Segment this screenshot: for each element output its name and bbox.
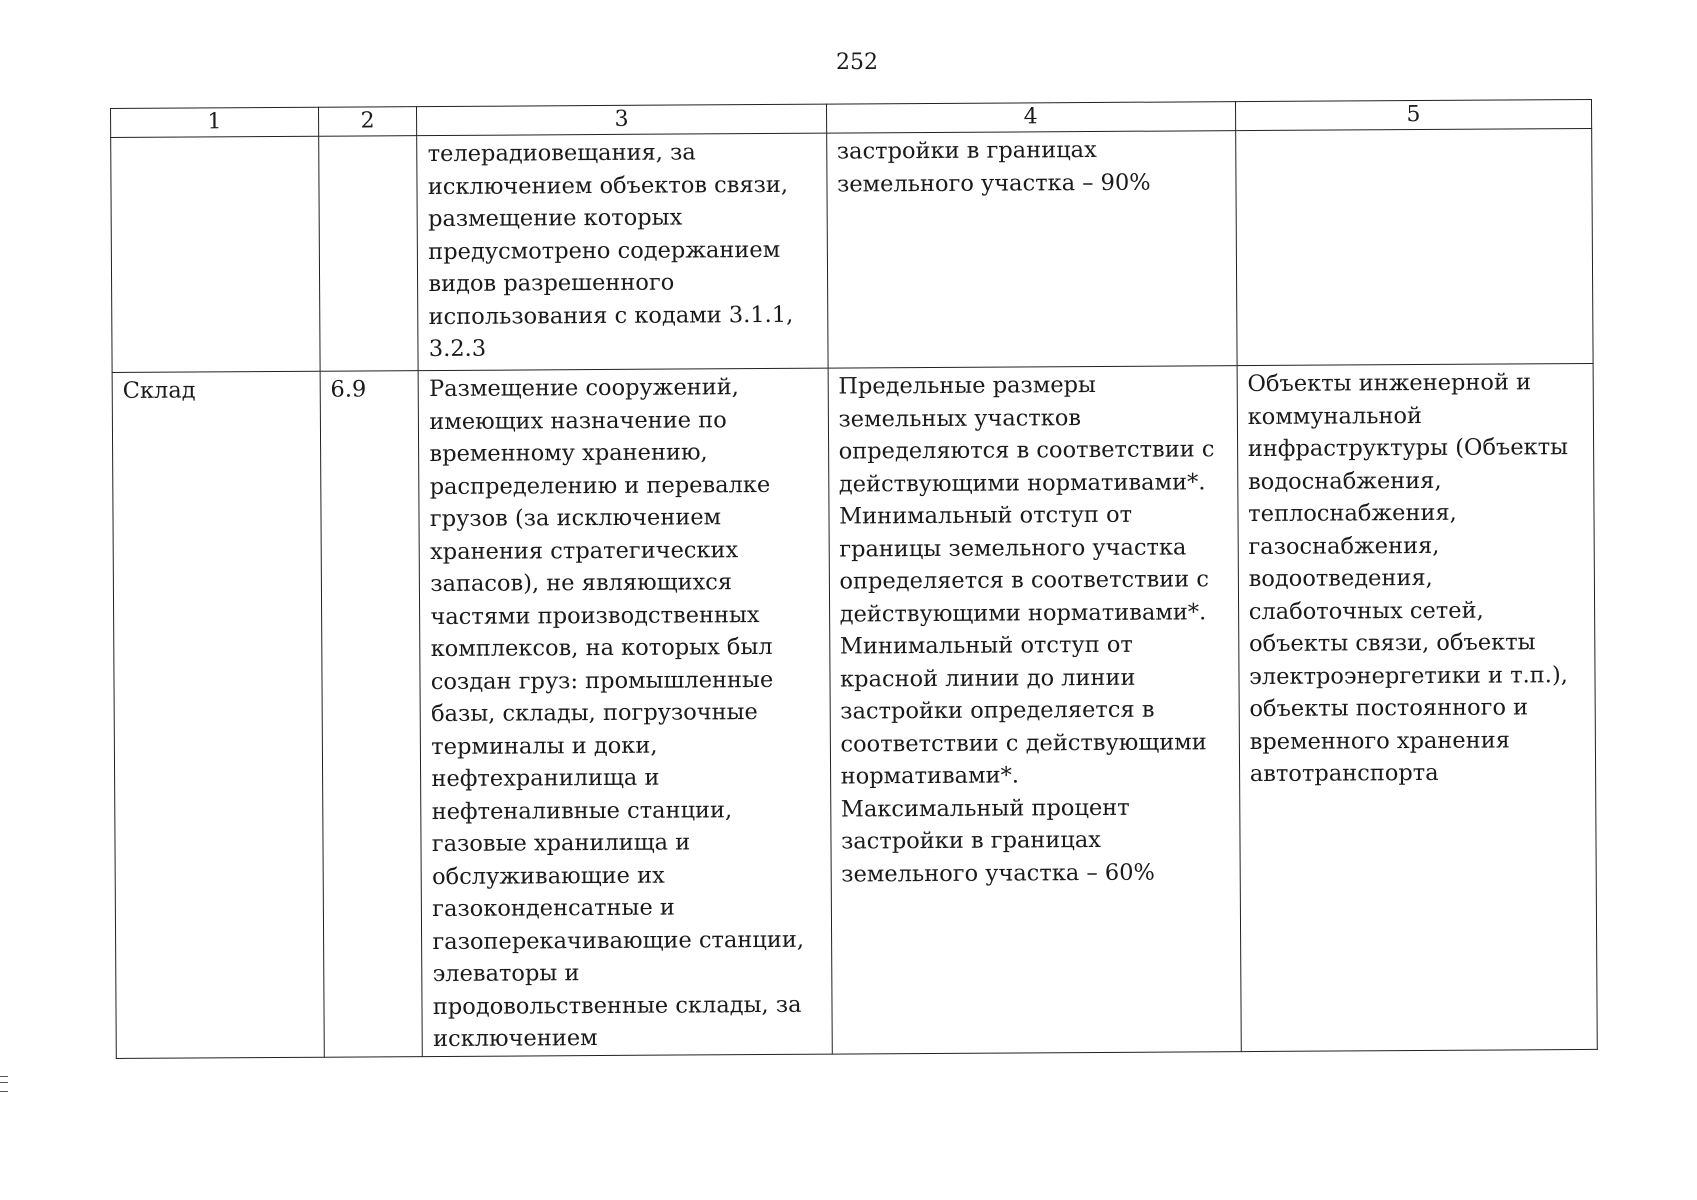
cell-text-line: комплексов, на которых был	[430, 633, 773, 663]
column-header-2: 2	[318, 107, 417, 137]
margin-mark	[0, 1076, 8, 1092]
cell-text-line: временному хранению,	[429, 439, 708, 468]
parameters-cell	[828, 366, 1241, 1054]
column-header-4: 4	[826, 102, 1235, 133]
cell-text-line: водоотведения,	[1248, 564, 1433, 593]
cell-text-line: Размещение сооружений,	[429, 374, 739, 403]
cell-text-line: земельного участка – 60%	[841, 859, 1155, 888]
auxiliary-uses-cell	[1237, 363, 1597, 1051]
cell-text-line: Предельные размеры	[838, 371, 1096, 400]
cell-text-line: границы земельного участка	[839, 533, 1187, 563]
cell-text-line: продовольственные склады, за	[432, 991, 802, 1020]
cell-text-line: временного хранения	[1249, 726, 1510, 755]
use-description-cell	[417, 133, 828, 370]
cell-text-line: размещение которых	[427, 204, 683, 233]
cell-text-line: предусмотрено содержанием	[428, 236, 781, 265]
cell-text-line: определяется в соответствии с	[839, 566, 1210, 595]
cell-text-line: действующими нормативами*.	[839, 598, 1207, 628]
cell-text-line: газоперекачивающие станции,	[432, 926, 805, 955]
table-row	[112, 363, 1597, 1058]
cell-text-line: нефтеналивные станции,	[431, 796, 733, 825]
cell-text-line: застройки в границах	[836, 136, 1097, 165]
cell-text-line: базы, склады, погрузочные	[430, 699, 758, 728]
cell-text-line: Минимальный отступ от	[838, 501, 1133, 530]
use-name-cell: Склад	[112, 371, 324, 1058]
cell-text-line: электроэнергетики и т.п.),	[1249, 661, 1568, 690]
cell-text-line: определяются в соответствии с	[838, 436, 1215, 465]
column-header-5: 5	[1235, 99, 1591, 130]
cell-text-line: автотранспорта	[1249, 759, 1439, 788]
use-code-cell	[318, 136, 418, 372]
cell-text-line: застройки определяется в	[840, 696, 1155, 725]
cell-text-line: частями производственных	[430, 601, 760, 630]
column-header-1: 1	[111, 107, 319, 137]
cell-text-line: объекты постоянного и	[1249, 694, 1529, 723]
cell-text-line: телерадиовещания, за	[427, 139, 696, 168]
cell-text-line: теплоснабжения,	[1248, 499, 1457, 528]
cell-text-line: распределению и перевалке	[429, 471, 771, 500]
use-code-cell: 6.9	[320, 371, 423, 1057]
cell-text-line: хранения стратегических	[429, 536, 739, 565]
auxiliary-uses-cell	[1235, 128, 1593, 365]
cell-text-line: водоснабжения,	[1247, 467, 1442, 495]
cell-text-line: действующими нормативами*.	[838, 468, 1206, 498]
cell-text-line: видов разрешенного	[428, 269, 675, 298]
cell-text-line: Максимальный процент	[840, 794, 1130, 823]
cell-text-line: красной линии до линии	[839, 664, 1136, 693]
cell-text-line: использования с кодами 3.1.1,	[428, 301, 794, 330]
regulations-table	[110, 99, 1598, 1059]
cell-text-line: запасов), не являющихся	[430, 569, 733, 598]
cell-text-line: объекты связи, объекты	[1248, 629, 1536, 658]
cell-text-line: коммунальной	[1247, 402, 1423, 430]
column-header-3: 3	[417, 104, 826, 135]
cell-text-line: исключением	[432, 1025, 598, 1053]
cell-text-line: исключением объектов связи,	[427, 171, 789, 200]
cell-text-line: инфраструктуры (Объекты	[1247, 434, 1569, 463]
use-name-cell	[111, 136, 320, 372]
cell-text-line: слаботочных сетей,	[1248, 597, 1484, 625]
parameters-cell	[826, 131, 1237, 368]
cell-text-line: газоконденсатные и	[432, 894, 675, 923]
cell-text-line: терминалы и доки,	[431, 732, 658, 760]
cell-text-line: газовые хранилища и	[431, 829, 691, 858]
cell-text-line: имеющих назначение по	[429, 406, 727, 435]
cell-text-line: обслуживающие их	[431, 862, 665, 890]
cell-text-line: Минимальный отступ от	[839, 631, 1133, 660]
cell-text-line: создан груз: промышленные	[430, 666, 774, 695]
table-row	[111, 128, 1593, 372]
page-number: 252	[836, 50, 878, 75]
cell-text-line: 3.2.3	[428, 335, 487, 363]
cell-text-line: газоснабжения,	[1248, 532, 1440, 560]
cell-text-line: грузов (за исключением	[429, 504, 722, 533]
cell-text-line: элеваторы и	[432, 960, 580, 988]
cell-text-line: нефтехранилища и	[431, 764, 660, 793]
cell-text-line: земельного участка – 90%	[836, 169, 1151, 198]
cell-text-line: нормативами*.	[840, 762, 1020, 790]
cell-text-line: соответствии с действующими	[840, 728, 1207, 758]
use-description-cell	[418, 368, 831, 1056]
cell-text-line: земельных участков	[838, 404, 1082, 433]
cell-text-line: Объекты инженерной и	[1247, 369, 1532, 398]
cell-text-line: застройки в границах	[840, 826, 1102, 855]
